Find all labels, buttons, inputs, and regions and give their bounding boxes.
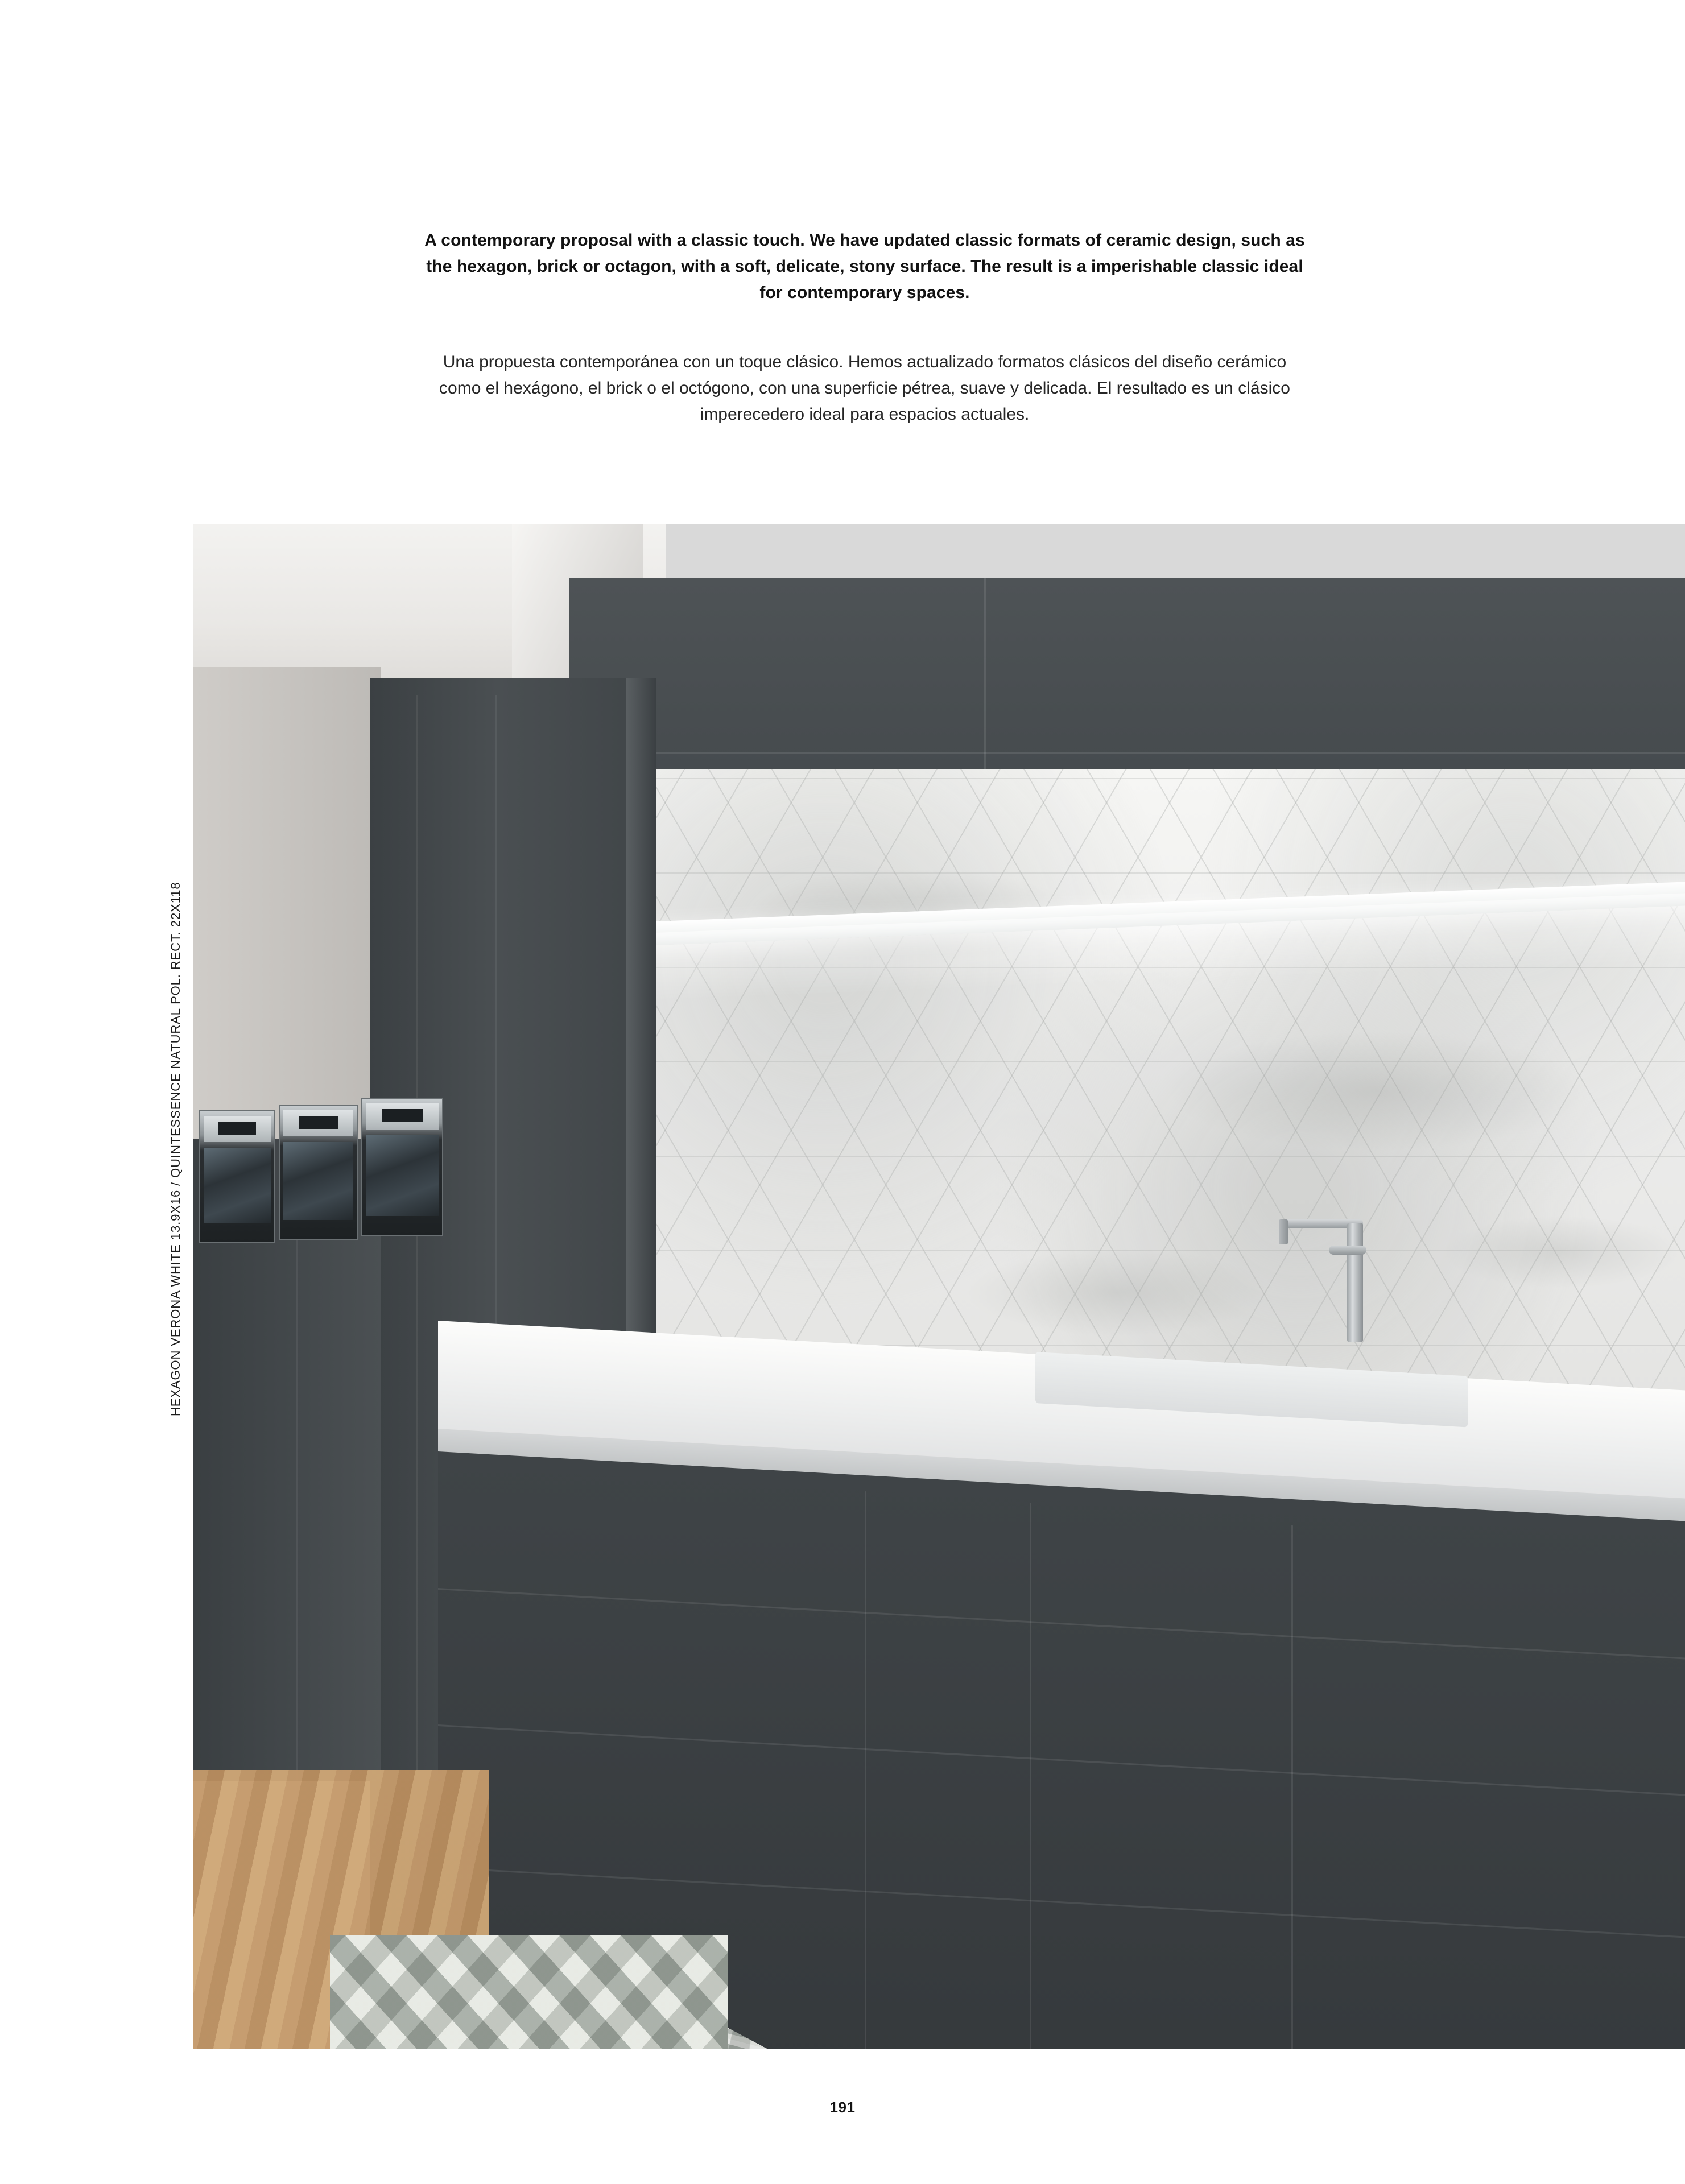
page-number: 191 bbox=[829, 2099, 856, 2116]
intro-text-block bbox=[421, 228, 1308, 428]
oven-display-1 bbox=[218, 1122, 256, 1135]
built-in-oven-2 bbox=[279, 1105, 358, 1240]
oven-display-2 bbox=[299, 1116, 338, 1129]
built-in-oven-1 bbox=[199, 1110, 275, 1243]
faucet-body bbox=[1347, 1223, 1363, 1342]
intro-paragraph-spanish: Una propuesta contemporánea con un toque clásico. Hemos actualizado formatos clásicos del diseño cerámico como el hexágono, el brick o el octógono, con una superficie pétrea, suave y delicada. El resultado es un clásico imperecedero ideal para espacios actuales. bbox=[439, 353, 1290, 424]
hexagon-tile-backsplash bbox=[654, 769, 1685, 1440]
cabinet-seam-horizontal bbox=[569, 752, 1685, 754]
drawer-seam-v-1 bbox=[865, 1491, 866, 2049]
drawer-seam-v-2 bbox=[1030, 1503, 1031, 2049]
faucet-spout bbox=[1279, 1219, 1288, 1244]
faucet-handle bbox=[1329, 1246, 1366, 1255]
oven-control-panel-3 bbox=[366, 1103, 439, 1130]
built-in-oven-3 bbox=[361, 1098, 443, 1236]
oven-glass-door-1 bbox=[204, 1148, 271, 1223]
oven-control-panel-2 bbox=[283, 1110, 353, 1136]
kitchen-photo bbox=[193, 524, 1685, 2049]
photo-canvas bbox=[193, 524, 1685, 2049]
drawer-seam-v-3 bbox=[1291, 1525, 1293, 2049]
intro-paragraph-english: A contemporary proposal with a classic touch. We have updated classic formats of ceramic design, such as the hexagon, brick or octagon, with a soft, delicate, stony surface. The result is a imperishable classic ideal for contemporary spaces. bbox=[424, 231, 1305, 302]
oven-control-panel-1 bbox=[204, 1116, 271, 1142]
oven-glass-door-3 bbox=[366, 1135, 439, 1216]
patterned-hexagon-floor-near bbox=[330, 1935, 728, 2049]
oven-glass-door-2 bbox=[283, 1142, 353, 1220]
photo-caption: HEXAGON VERONA WHITE 13.9X16 / QUINTESSENCE NATURAL POL. RECT. 22X118 bbox=[168, 882, 183, 1416]
oven-display-3 bbox=[382, 1109, 423, 1122]
marble-veining bbox=[654, 769, 1685, 1440]
